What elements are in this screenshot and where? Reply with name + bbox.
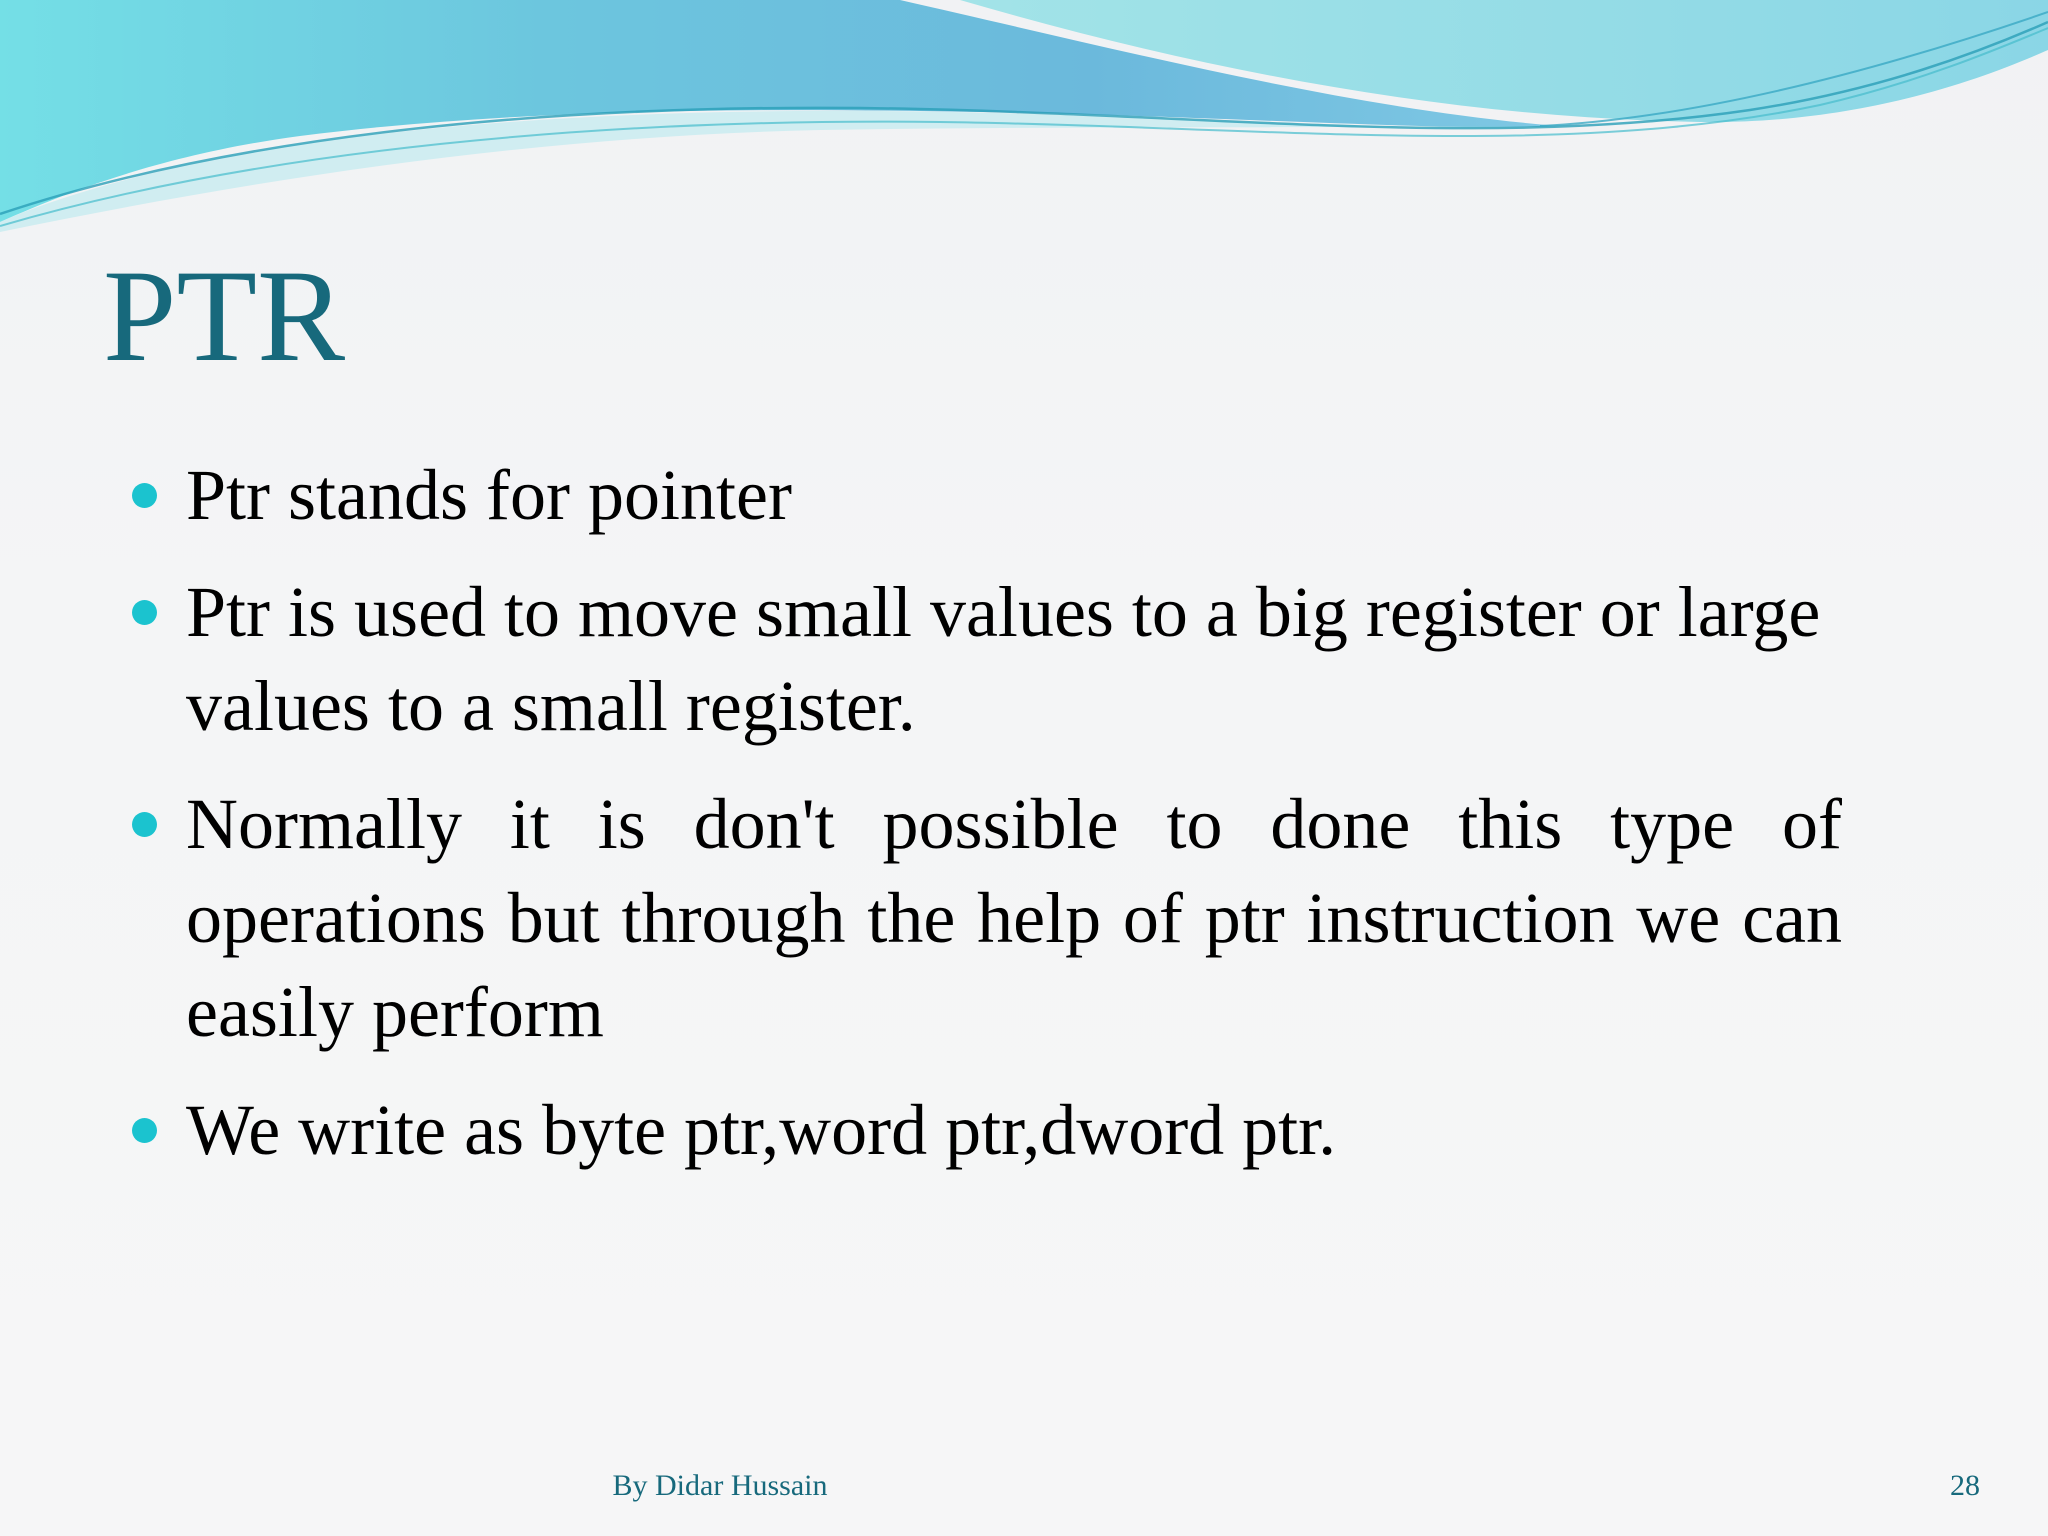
bullet-dot-icon bbox=[132, 600, 157, 625]
bullet-text: Normally it is don't possible to done this type of operations but through the help of ptr instruction we can easily perform bbox=[186, 784, 1842, 1052]
slide-number: 28 bbox=[1950, 1469, 1980, 1502]
bullet-item bbox=[186, 777, 1842, 1059]
bullet-text: We write as byte ptr,word ptr,dword ptr. bbox=[186, 1090, 1337, 1170]
bullet-item bbox=[186, 1083, 1842, 1177]
bullet-text: Ptr is used to move small values to a big register or large values to a small register. bbox=[186, 572, 1821, 746]
bullet-item bbox=[186, 448, 1842, 542]
bullet-dot-icon bbox=[132, 812, 157, 837]
slide-title: PTR bbox=[103, 242, 346, 389]
bullet-item bbox=[186, 565, 1842, 753]
bullet-text: Ptr stands for pointer bbox=[186, 455, 792, 535]
bullet-dot-icon bbox=[132, 1118, 157, 1143]
footer-author: By Didar Hussain bbox=[612, 1469, 828, 1502]
bullet-dot-icon bbox=[132, 483, 157, 508]
